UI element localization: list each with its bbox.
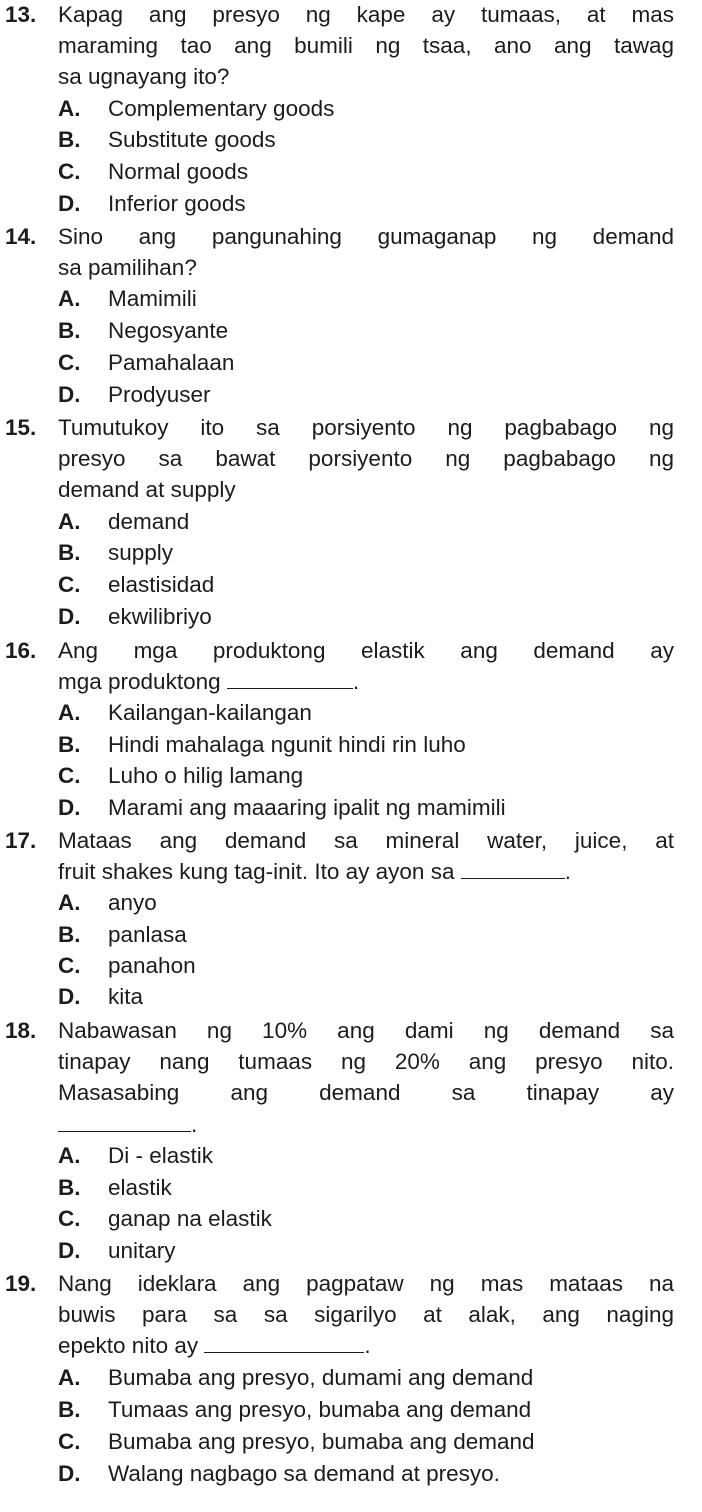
option-text: Complementary goods — [108, 96, 335, 121]
option-text: elastisidad — [108, 572, 215, 597]
option-letter: B. — [58, 540, 81, 565]
option-letter: D. — [58, 382, 81, 407]
option-text: Inferior goods — [108, 191, 246, 216]
option-letter: D. — [58, 1238, 81, 1263]
answer-blank — [227, 668, 353, 689]
option-letter: B. — [58, 127, 81, 152]
option-letter: B. — [58, 1397, 81, 1422]
option-text: kita — [108, 984, 144, 1009]
option-text: Substitute goods — [108, 127, 276, 152]
option-letter: C. — [58, 1429, 81, 1454]
option-text: Bumaba ang presyo, dumami ang demand — [108, 1365, 534, 1390]
question-text-line: Sino ang pangunahing gumaganap ng demand — [58, 224, 674, 249]
option-letter: C. — [58, 350, 81, 375]
question-text-line: Tumutukoy ito sa porsiyento ng pagbabago ng — [58, 415, 674, 440]
question-number: 17. — [5, 828, 37, 853]
option-text: panlasa — [108, 922, 187, 947]
option-letter: A. — [58, 1365, 81, 1390]
option-text: Pamahalaan — [108, 350, 235, 375]
question-text-line: Ang mga produktong elastik ang demand ay — [58, 638, 674, 663]
answer-blank — [204, 1332, 364, 1353]
option-letter: C. — [58, 572, 81, 597]
option-letter: B. — [58, 732, 81, 757]
option-text: Kailangan-kailangan — [108, 700, 312, 725]
question-text-line: presyo sa bawat porsiyento ng pagbabago ng — [58, 446, 674, 471]
question-text-line: tinapay nang tumaas ng 20% ang presyo nito. — [58, 1049, 674, 1074]
question-text-line: buwis para sa sa sigarilyo at alak, ang naging — [58, 1302, 674, 1327]
option-text: Prodyuser — [108, 382, 211, 407]
question-text-line: fruit shakes kung tag-init. Ito ay ayon sa . — [58, 859, 571, 884]
option-text: demand — [108, 509, 190, 534]
option-text: Luho o hilig lamang — [108, 763, 304, 788]
answer-blank — [58, 1111, 191, 1132]
option-text: Normal goods — [108, 159, 249, 184]
option-letter: A. — [58, 1143, 81, 1168]
option-letter: D. — [58, 795, 81, 820]
option-text: elastik — [108, 1175, 172, 1200]
option-letter: D. — [58, 191, 81, 216]
option-text: anyo — [108, 890, 157, 915]
question-text-line: Nabawasan ng 10% ang dami ng demand sa — [58, 1018, 674, 1043]
option-letter: C. — [58, 1206, 81, 1231]
option-text: Negosyante — [108, 318, 229, 343]
question-text-line: mga produktong . — [58, 669, 360, 694]
question-number: 15. — [5, 415, 37, 440]
option-letter: A. — [58, 96, 81, 121]
question-text-line: Nang ideklara ang pagpataw ng mas mataas na — [58, 1271, 674, 1296]
option-letter: D. — [58, 984, 81, 1009]
question-text-line: Kapag ang presyo ng kape ay tumaas, at mas — [58, 2, 674, 27]
option-letter: A. — [58, 890, 81, 915]
option-text: Walang nagbago sa demand at presyo. — [108, 1461, 500, 1486]
option-letter: B. — [58, 1175, 81, 1200]
option-letter: A. — [58, 700, 81, 725]
option-text: Di - elastik — [108, 1143, 214, 1168]
option-letter: C. — [58, 159, 81, 184]
question-text-line: epekto nito ay . — [58, 1333, 371, 1358]
option-letter: B. — [58, 318, 81, 343]
question-number: 18. — [5, 1018, 37, 1043]
option-text: Tumaas ang presyo, bumaba ang demand — [108, 1397, 532, 1422]
option-letter: B. — [58, 922, 81, 947]
question-number: 13. — [5, 2, 37, 27]
answer-blank — [461, 858, 565, 879]
question-text-line: . — [58, 1110, 197, 1140]
option-letter: A. — [58, 286, 81, 311]
option-text: unitary — [108, 1238, 176, 1263]
option-letter: C. — [58, 763, 81, 788]
option-letter: A. — [58, 509, 81, 534]
option-letter: C. — [58, 953, 81, 978]
question-number: 19. — [5, 1271, 37, 1296]
question-text-line: Masasabing ang demand sa tinapay ay — [58, 1080, 674, 1105]
question-text-line: sa ugnayang ito? — [58, 64, 230, 89]
option-text: supply — [108, 540, 174, 565]
option-letter: D. — [58, 604, 81, 629]
question-number: 14. — [5, 224, 37, 249]
question-text-line: sa pamilihan? — [58, 255, 197, 280]
question-text-line: maraming tao ang bumili ng tsaa, ano ang tawag — [58, 33, 674, 58]
option-text: ganap na elastik — [108, 1206, 272, 1231]
option-text: Bumaba ang presyo, bumaba ang demand — [108, 1429, 535, 1454]
option-text: Marami ang maaaring ipalit ng mamimili — [108, 795, 506, 820]
option-text: panahon — [108, 953, 196, 978]
question-text-line: Mataas ang demand sa mineral water, juice, at — [58, 828, 674, 853]
question-number: 16. — [5, 638, 37, 663]
option-text: Mamimili — [108, 286, 197, 311]
option-letter: D. — [58, 1461, 81, 1486]
option-text: ekwilibriyo — [108, 604, 212, 629]
question-text-line: demand at supply — [58, 477, 236, 502]
option-text: Hindi mahalaga ngunit hindi rin luho — [108, 732, 466, 757]
